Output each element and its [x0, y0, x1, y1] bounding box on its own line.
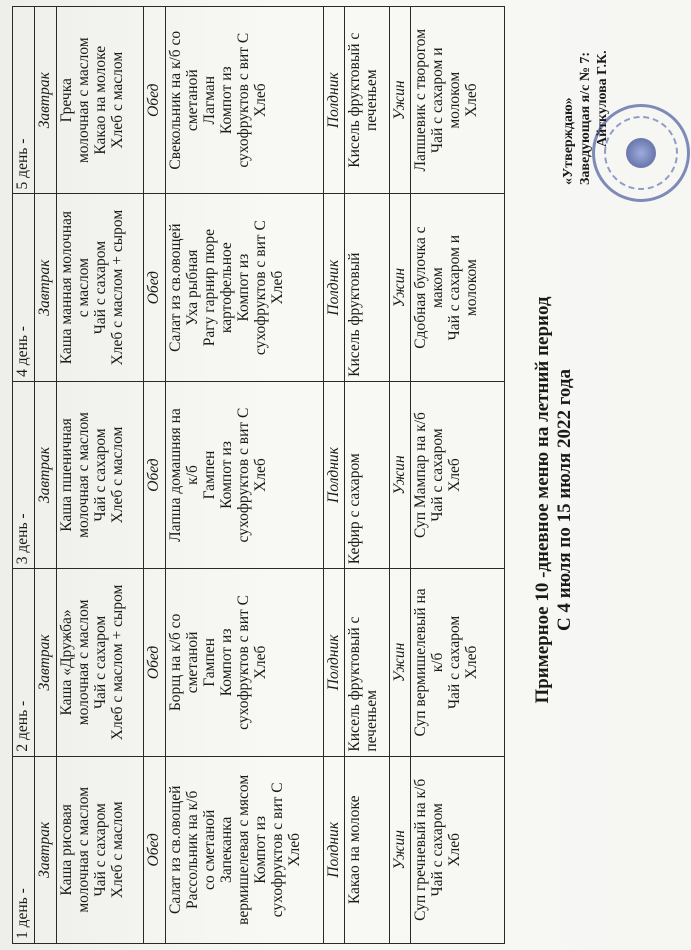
snack-cell: Кефир с сахаром [344, 381, 389, 568]
supper-cell: Суп Мампар на к/б Чай с сахаром Хлеб [411, 381, 505, 568]
meal-label-lunch: Обед [144, 756, 165, 943]
meal-label-breakfast: Завтрак [35, 569, 56, 756]
title-line-1: Примерное 10 -дневное меню на летний период [532, 296, 553, 704]
meal-label-snack: Полдник [323, 569, 344, 756]
menu-table [12, 6, 505, 944]
snack-cell: Кисель фруктовый с печеньем [344, 569, 389, 756]
breakfast-cell: Каша манная молочная с маслом Чай с сахаром Хлеб с маслом + сыром [56, 194, 144, 381]
table-row-snack [344, 7, 389, 944]
day-header-4: 4 день - [13, 194, 35, 381]
title-line-2: С 4 июля по 15 июля 2022 года [554, 369, 575, 632]
table-row-days [13, 7, 35, 944]
page-title [532, 200, 576, 800]
approval-line-3: Айткулова Г.К. [595, 50, 610, 147]
meal-label-lunch: Обед [144, 569, 165, 756]
table-row-snack-label [323, 7, 344, 944]
breakfast-cell: Гречка молочная с маслом Какао на молоке Хлеб с маслом [56, 7, 144, 194]
lunch-cell: Салат из св.овощей Рассольник на к/б со сметаной Запеканка вермишелевая с мясом Компот из сухофруктов с вит С Хлеб [165, 756, 323, 943]
day-header-2: 2 день - [13, 569, 35, 756]
meal-label-lunch: Обед [144, 7, 165, 194]
meal-label-snack: Полдник [323, 381, 344, 568]
supper-cell: Суп гречневый на к/б Чай с сахаром Хлеб [411, 756, 505, 943]
table-row-supper [411, 7, 505, 944]
supper-cell: Сдобная булочка с маком Чай с сахаром и молоком [411, 194, 505, 381]
lunch-cell: Борщ на к/б со сметаной Гампен Компот из сухофруктов с вит С Хлеб [165, 569, 323, 756]
table-row-lunch [165, 7, 323, 944]
meal-label-snack: Полдник [323, 7, 344, 194]
approval-line-2: Заведующая я/с № 7: [578, 51, 593, 185]
breakfast-cell: Каша рисовая молочная с маслом Чай с сахаром Хлеб с маслом [56, 756, 144, 943]
meal-label-supper: Ужин [389, 194, 410, 381]
meal-label-breakfast: Завтрак [35, 756, 56, 943]
table-row-lunch-label [144, 7, 165, 944]
day-header-1: 1 день - [13, 756, 35, 943]
meal-label-breakfast: Завтрак [35, 7, 56, 194]
supper-cell: Лапшевик с творогом Чай с сахаром и молоком Хлеб [411, 7, 505, 194]
meal-label-supper: Ужин [389, 7, 410, 194]
meal-label-supper: Ужин [389, 569, 410, 756]
breakfast-cell: Каша «Дружба» молочная с маслом Чай с сахаром Хлеб с маслом + сыром [56, 569, 144, 756]
snack-cell: Кисель фруктовый с печеньем [344, 7, 389, 194]
snack-cell: Какао на молоке [344, 756, 389, 943]
approval-block [560, 0, 611, 185]
day-header-5: 5 день - [13, 7, 35, 194]
approval-line-1: «Утверждаю» [561, 97, 576, 185]
table-row-breakfast-label [35, 7, 56, 944]
meal-label-lunch: Обед [144, 381, 165, 568]
meal-label-supper: Ужин [389, 381, 410, 568]
meal-label-lunch: Обед [144, 194, 165, 381]
breakfast-cell: Каша пшеничная молочная с маслом Чай с сахаром Хлеб с маслом [56, 381, 144, 568]
meal-label-supper: Ужин [389, 756, 410, 943]
snack-cell: Кисель фруктовый [344, 194, 389, 381]
supper-cell: Суп вермишелевый на к/б Чай с сахаром Хлеб [411, 569, 505, 756]
meal-label-breakfast: Завтрак [35, 194, 56, 381]
meal-label-snack: Полдник [323, 194, 344, 381]
lunch-cell: Салат из св.овощей Уха рыбная Рагу гарнир пюре картофельное Компот из сухофруктов с вит С Хлеб [165, 194, 323, 381]
lunch-cell: Лапша домашняя на к/б Гампен Компот из сухофруктов с вит С Хлеб [165, 381, 323, 568]
meal-label-snack: Полдник [323, 756, 344, 943]
meal-label-breakfast: Завтрак [35, 381, 56, 568]
table-row-supper-label [389, 7, 410, 944]
lunch-cell: Свекольник на к/б со сметаной Лагман Компот из сухофруктов с вит С Хлеб [165, 7, 323, 194]
table-row-breakfast [56, 7, 144, 944]
day-header-3: 3 день - [13, 381, 35, 568]
